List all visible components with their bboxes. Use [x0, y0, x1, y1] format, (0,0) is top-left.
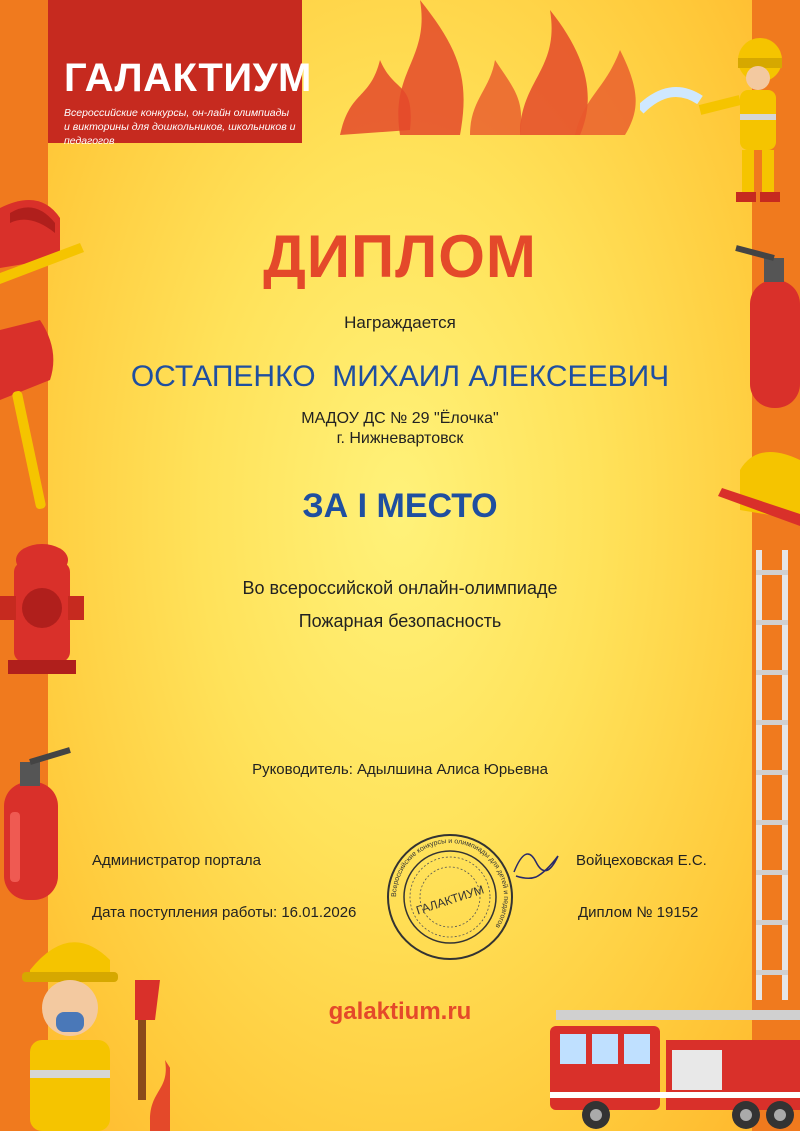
event-line-1: Во всероссийской онлайн-олимпиаде	[242, 578, 558, 598]
awarded-label: Награждается	[344, 313, 456, 332]
event-block	[0, 572, 800, 638]
stamp-ring-text: Всероссийские конкурсы и олимпиады для детей и педагогов	[390, 837, 510, 930]
organization: МАДОУ ДС № 29 "Ёлочка"	[301, 410, 499, 427]
logo-title: ГАЛАКТИУМ	[64, 56, 312, 100]
signer-name: Войцеховская Е.С.	[576, 852, 707, 869]
submission-date: Дата поступления работы: 16.01.2026	[92, 904, 357, 921]
leader: Руководитель: Адылшина Алиса Юрьевна	[252, 761, 548, 778]
city: г. Нижневартовск	[336, 430, 464, 447]
stamp-center-text: ГАЛАКТИУМ	[414, 882, 486, 918]
signature	[514, 854, 558, 878]
admin-label: Администратор портала	[92, 852, 262, 869]
organization-block	[0, 409, 800, 449]
diploma-title: ДИПЛОМ	[263, 223, 537, 290]
stamp-icon	[386, 832, 566, 962]
logo-tagline: Всероссийские конкурсы, он-лайн олимпиады и викторины для дошкольников, школьников и педагогов	[64, 107, 296, 147]
place-award: ЗА I МЕСТО	[302, 487, 498, 525]
website-link[interactable]: galaktium.ru	[328, 998, 472, 1025]
logo	[48, 0, 312, 147]
recipient-name: ОСТАПЕНКО МИХАИЛ АЛЕКСЕЕВИЧ	[130, 360, 670, 393]
firefighter-icon	[640, 30, 790, 220]
event-line-2: Пожарная безопасность	[298, 611, 502, 631]
diploma-number: Диплом № 19152	[578, 904, 699, 921]
fire-icon	[320, 0, 680, 140]
